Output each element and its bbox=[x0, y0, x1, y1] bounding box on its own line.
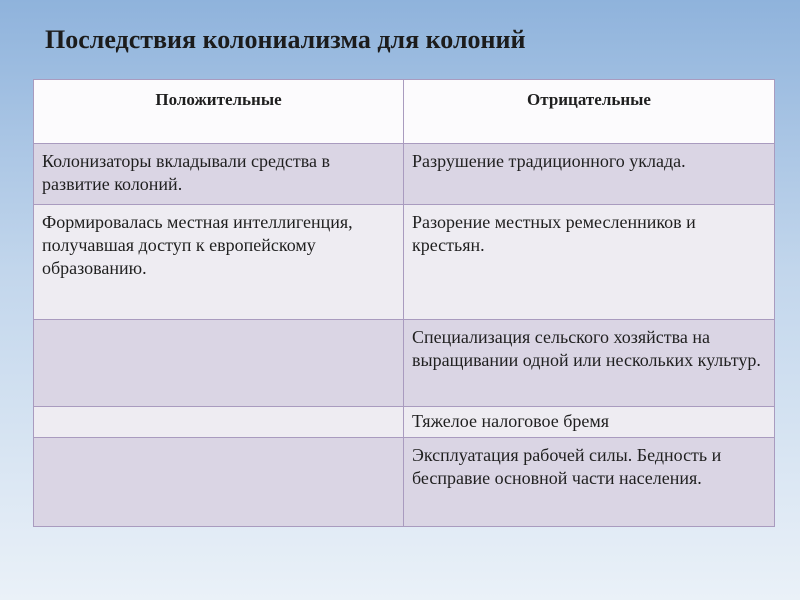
cell-positive: Колонизаторы вкладывали средства в развитие колоний. bbox=[34, 144, 404, 205]
cell-positive bbox=[34, 407, 404, 438]
page-title: Последствия колониализма для колоний bbox=[45, 25, 526, 54]
table-header-row bbox=[34, 80, 775, 144]
table-row bbox=[34, 205, 775, 320]
consequences-table bbox=[33, 79, 775, 527]
header-negative: Отрицательные bbox=[404, 80, 775, 144]
cell-negative: Специализация сельского хозяйства на выращивании одной или нескольких культур. bbox=[404, 320, 775, 407]
table-row bbox=[34, 407, 775, 438]
table-row bbox=[34, 320, 775, 407]
cell-positive bbox=[34, 438, 404, 527]
cell-negative: Эксплуатация рабочей силы. Бедность и бесправие основной части населения. bbox=[404, 438, 775, 527]
cell-negative: Тяжелое налоговое бремя bbox=[404, 407, 775, 438]
header-positive: Положительные bbox=[34, 80, 404, 144]
table-row bbox=[34, 438, 775, 527]
cell-positive bbox=[34, 320, 404, 407]
cell-positive: Формировалась местная интеллигенция, получавшая доступ к европейскому образованию. bbox=[34, 205, 404, 320]
cell-negative: Разорение местных ремесленников и крестьян. bbox=[404, 205, 775, 320]
cell-negative: Разрушение традиционного уклада. bbox=[404, 144, 775, 205]
table-row bbox=[34, 144, 775, 205]
